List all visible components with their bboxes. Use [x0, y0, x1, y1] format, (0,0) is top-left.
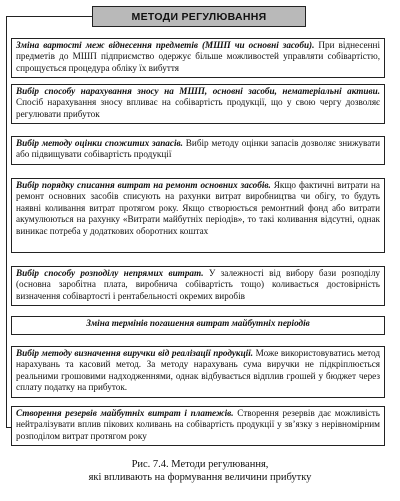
method-8-text: Створення резервів дає можливість нейтралізувати вплив пікових коливань на собівартість продукції у зв’язку з нерівномірним розподілом витрат протягом року	[16, 408, 380, 441]
method-4-lead: Вибір порядку списання витрат на ремонт основних засобів.	[16, 180, 271, 190]
method-2-lead: Вибір способу нарахування зносу на МШП, основні засоби, нематеріальні активи.	[16, 86, 380, 96]
method-box-3	[11, 136, 385, 165]
method-8-lead: Створення резервів майбутніх витрат і платежів.	[16, 408, 234, 418]
method-box-4	[11, 178, 385, 253]
method-5-lead: Вибір способу розподілу непрямих витрат.	[16, 268, 204, 278]
method-box-1	[11, 38, 385, 78]
method-box-7	[11, 346, 385, 398]
method-7-text: Може використовуватись метод нарахувань та касовий метод. За методу нарахувань сума виручки не підкріплюється реальними грошовими надходженнями, однак відбувається відплив грошей у бюджет через сплату податку на прибуток.	[16, 348, 380, 393]
method-3-text: Вибір методу оцінки запасів дозволяє знижувати або підвищувати собівартість продукції	[16, 138, 380, 160]
method-5-text: У залежності від вибору бази розподілу (основна заробітна плата, виробнича собівартість тощо) коливається достовірність визначення собівартості і рентабельності окремих виробів	[16, 268, 380, 301]
figure-caption	[0, 458, 400, 484]
caption-line-1: Рис. 7.4. Методи регулювання,	[131, 459, 269, 470]
method-1-lead: Зміна вартості меж віднесення предметів (МШП чи основні засоби).	[16, 40, 315, 50]
method-7-lead: Вибір методу визначення виручки від реалізації продукції.	[16, 348, 254, 358]
caption-line-2: які впливають на формування величини прибутку	[88, 472, 312, 483]
method-3-lead: Вибір методу оцінки спожитих запасів.	[16, 138, 183, 148]
method-box-2	[11, 84, 385, 124]
connector-top-line	[6, 16, 92, 17]
method-6-lead: Зміна термінів погашення витрат майбутніх періодів	[86, 318, 310, 328]
method-box-5	[11, 266, 385, 306]
method-1-text: При віднесенні предметів до МШП підприємство одержує більше можливостей управляти собівартістю, спрощується процедура обліку їх вибуття	[16, 40, 380, 73]
method-4-text: Якщо фактичні витрати на ремонт основних засобів списують на рахунки витрат виробництва чи обігу, то будуть наявні коливання витрат протягом року. Якщо створюється ремонтний фонд або витрати акумулюються на рахунку «Витрати майбутніх періодів», то такі коливання відсутні, однак виникає потреба у додаткових оборотних коштах	[16, 180, 380, 236]
diagram-title-text: МЕТОДИ РЕГУЛЮВАННЯ	[131, 10, 267, 23]
diagram-title	[92, 6, 306, 27]
method-2-text: Спосіб нарахування зносу впливає на собівартість продукції, що у свою чергу дозволяє регулювати прибуток	[16, 97, 380, 119]
method-box-6	[11, 316, 385, 335]
method-box-8	[11, 406, 385, 446]
